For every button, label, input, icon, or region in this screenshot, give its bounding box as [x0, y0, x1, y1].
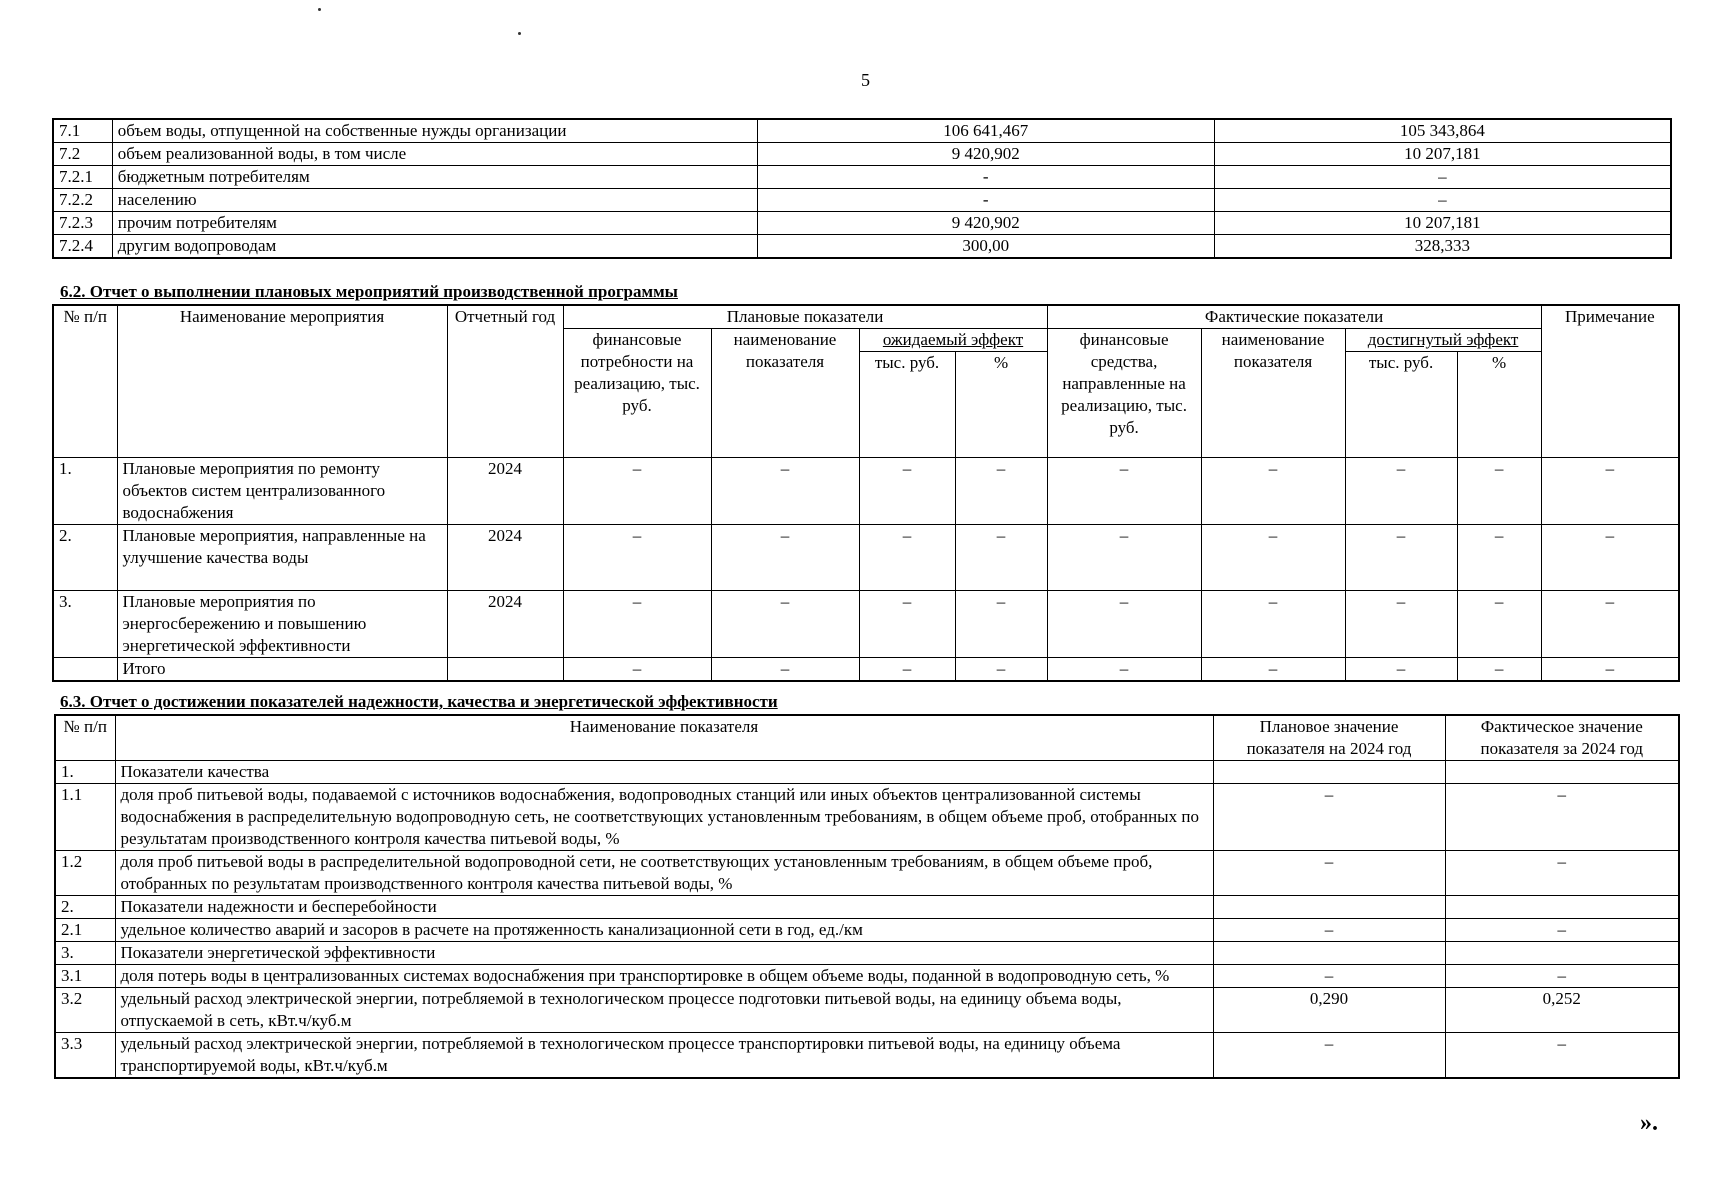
value-cell: – [1541, 525, 1679, 591]
table-row [55, 988, 1679, 1033]
value-cell: – [955, 458, 1047, 525]
table-row [55, 851, 1679, 896]
header-actual: Фактические показатели [1047, 305, 1541, 329]
value-cell: – [955, 658, 1047, 682]
plan-value [1213, 942, 1445, 965]
row-number: 3. [53, 591, 117, 658]
fact-value: – [1445, 919, 1679, 942]
fact-value [1445, 761, 1679, 784]
header-plan-indicator: наименование показателя [711, 329, 859, 458]
fact-value: 10 207,181 [1214, 143, 1671, 166]
value-cell: – [563, 525, 711, 591]
row-number: 3. [55, 942, 115, 965]
row-number: 7.2.3 [53, 212, 112, 235]
row-number: 7.1 [53, 119, 112, 143]
table-row [55, 761, 1679, 784]
activities-table [52, 304, 1680, 682]
row-number: 3.2 [55, 988, 115, 1033]
plan-value: – [1213, 784, 1445, 851]
table-row [53, 235, 1671, 259]
row-name: объем воды, отпущенной на собственные нужды организации [112, 119, 757, 143]
fact-value: – [1445, 784, 1679, 851]
table-row [55, 896, 1679, 919]
row-number: 7.2 [53, 143, 112, 166]
value-cell: – [859, 525, 955, 591]
value-cell: – [1047, 525, 1201, 591]
row-number: 7.2.4 [53, 235, 112, 259]
value-cell: – [1345, 658, 1457, 682]
indicators-table [54, 714, 1680, 1079]
row-name: прочим потребителям [112, 212, 757, 235]
table-row [55, 1033, 1679, 1079]
row-name: населению [112, 189, 757, 212]
header-fact-fin: финансовые средства, направленные на реализацию, тыс. руб. [1047, 329, 1201, 458]
section-6-2-title: 6.2. Отчет о выполнении плановых мероприятий производственной программы [60, 282, 678, 301]
header-plan-fin: финансовые потребности на реализацию, тыс. руб. [563, 329, 711, 458]
plan-value: – [1213, 851, 1445, 896]
row-number: 3.3 [55, 1033, 115, 1079]
activity-name: Плановые мероприятия, направленные на улучшение качества воды [117, 525, 447, 591]
value-cell: – [1201, 525, 1345, 591]
header-fact-effect: достигнутый эффект [1345, 329, 1541, 352]
plan-value: - [757, 166, 1214, 189]
header-planned: Плановые показатели [563, 305, 1047, 329]
row-number: 1. [55, 761, 115, 784]
indicator-name: удельное количество аварий и засоров в расчете на протяженность канализационной сети в год, ед./км [115, 919, 1213, 942]
table-row [55, 965, 1679, 988]
indicator-name: Показатели качества [115, 761, 1213, 784]
value-cell: – [563, 591, 711, 658]
table-row [53, 458, 1679, 525]
activity-name: Плановые мероприятия по ремонту объектов систем централизованного водоснабжения [117, 458, 447, 525]
fact-value: – [1214, 166, 1671, 189]
row-name: другим водопроводам [112, 235, 757, 259]
header-activity-name: Наименование мероприятия [117, 305, 447, 458]
indicator-name: доля проб питьевой воды в распределительной водопроводной сети, не соответствующих установленным требованиям, в общем объеме проб, отобранных по результатам производственного контроля качества питьевой воды, % [115, 851, 1213, 896]
plan-value: - [757, 189, 1214, 212]
row-number: 1.2 [55, 851, 115, 896]
scan-speck [518, 32, 521, 35]
value-cell: – [711, 658, 859, 682]
header-num: № п/п [53, 305, 117, 458]
plan-value: 9 420,902 [757, 212, 1214, 235]
row-number: 2. [53, 525, 117, 591]
plan-value: – [1213, 919, 1445, 942]
total-row [53, 658, 1679, 682]
value-cell: – [1541, 658, 1679, 682]
header-note: Примечание [1541, 305, 1679, 458]
value-cell: – [955, 591, 1047, 658]
report-year: 2024 [447, 525, 563, 591]
table-row [53, 166, 1671, 189]
value-cell: – [859, 458, 955, 525]
value-cell: – [1541, 458, 1679, 525]
row-number: 1. [53, 458, 117, 525]
header-fact-rub: тыс. руб. [1345, 352, 1457, 458]
value-cell: – [1345, 458, 1457, 525]
fact-value: 328,333 [1214, 235, 1671, 259]
value-cell: – [859, 591, 955, 658]
scan-speck [318, 8, 321, 11]
row-number: 1.1 [55, 784, 115, 851]
value-cell: – [711, 458, 859, 525]
row-number: 2. [55, 896, 115, 919]
header-fact-value: Фактическое значение показателя за 2024 год [1445, 715, 1679, 761]
table-row [53, 525, 1679, 591]
table-row [53, 189, 1671, 212]
row-number: 7.2.1 [53, 166, 112, 189]
value-cell: – [1047, 458, 1201, 525]
header-plan-rub: тыс. руб. [859, 352, 955, 458]
table-row [53, 212, 1671, 235]
fact-value: – [1445, 851, 1679, 896]
value-cell: – [1201, 458, 1345, 525]
fact-value: – [1445, 1033, 1679, 1079]
value-cell: – [1345, 591, 1457, 658]
plan-value: – [1213, 965, 1445, 988]
fact-value [1445, 896, 1679, 919]
value-cell: – [955, 525, 1047, 591]
value-cell: – [563, 658, 711, 682]
value-cell: – [1457, 525, 1541, 591]
value-cell: – [859, 658, 955, 682]
value-cell: – [1047, 658, 1201, 682]
indicator-name: доля потерь воды в централизованных системах водоснабжения при транспортировке в общем объеме воды, поданной в водопроводную сеть, % [115, 965, 1213, 988]
header-fact-indicator: наименование показателя [1201, 329, 1345, 458]
fact-value: – [1445, 965, 1679, 988]
fact-value: 105 343,864 [1214, 119, 1671, 143]
fact-value [1445, 942, 1679, 965]
plan-value [1213, 761, 1445, 784]
header-plan-value: Плановое значение показателя на 2024 год [1213, 715, 1445, 761]
indicator-name: Показатели надежности и бесперебойности [115, 896, 1213, 919]
row-name: объем реализованной воды, в том числе [112, 143, 757, 166]
table-row [55, 784, 1679, 851]
section-6-3-title: 6.3. Отчет о достижении показателей надежности, качества и энергетической эффективности [60, 692, 778, 711]
indicator-name: удельный расход электрической энергии, потребляемой в технологическом процессе подготовки питьевой воды, на единицу объема воды, отпускаемой в сеть, кВт.ч/куб.м [115, 988, 1213, 1033]
row-name: бюджетным потребителям [112, 166, 757, 189]
value-cell: – [1541, 591, 1679, 658]
indicator-name: удельный расход электрической энергии, потребляемой в технологическом процессе транспортировки питьевой воды, на единицу объема транспортируемой воды, кВт.ч/куб.м [115, 1033, 1213, 1079]
value-cell: – [1201, 658, 1345, 682]
table-row [53, 119, 1671, 143]
table-row [55, 919, 1679, 942]
plan-value: 0,290 [1213, 988, 1445, 1033]
plan-value: 9 420,902 [757, 143, 1214, 166]
closing-quote: ». [1640, 1110, 1658, 1136]
value-cell: – [563, 458, 711, 525]
plan-value [1213, 896, 1445, 919]
report-year: 2024 [447, 458, 563, 525]
indicator-name: доля проб питьевой воды, подаваемой с источников водоснабжения, водопроводных станций или иных объектов централизованной системы водоснабжения в распределительную водопроводную сеть, не соответствующих установленным требованиям, в общем объеме проб, отобранных по результатам производственного контроля качества питьевой воды, % [115, 784, 1213, 851]
value-cell: – [1047, 591, 1201, 658]
table-row [53, 591, 1679, 658]
total-label: Итого [117, 658, 447, 682]
table-row [53, 143, 1671, 166]
value-cell: – [1201, 591, 1345, 658]
report-year: 2024 [447, 591, 563, 658]
report-year [447, 658, 563, 682]
continuation-table [52, 118, 1672, 259]
indicator-name: Показатели энергетической эффективности [115, 942, 1213, 965]
header-fact-pct: % [1457, 352, 1541, 458]
table-row [55, 942, 1679, 965]
fact-value: 10 207,181 [1214, 212, 1671, 235]
fact-value: – [1214, 189, 1671, 212]
value-cell: – [1457, 458, 1541, 525]
header-plan-pct: % [955, 352, 1047, 458]
row-number: 3.1 [55, 965, 115, 988]
value-cell: – [1345, 525, 1457, 591]
page-number: 5 [861, 70, 870, 90]
header-plan-effect: ожидаемый эффект [859, 329, 1047, 352]
row-number: 7.2.2 [53, 189, 112, 212]
plan-value: 106 641,467 [757, 119, 1214, 143]
plan-value: 300,00 [757, 235, 1214, 259]
header-num: № п/п [55, 715, 115, 761]
header-year: Отчетный год [447, 305, 563, 458]
value-cell: – [1457, 591, 1541, 658]
activity-name: Плановые мероприятия по энергосбережению и повышению энергетической эффективности [117, 591, 447, 658]
value-cell: – [1457, 658, 1541, 682]
fact-value: 0,252 [1445, 988, 1679, 1033]
header-indicator-name: Наименование показателя [115, 715, 1213, 761]
row-number: 2.1 [55, 919, 115, 942]
plan-value: – [1213, 1033, 1445, 1079]
value-cell: – [711, 525, 859, 591]
row-number [53, 658, 117, 682]
value-cell: – [711, 591, 859, 658]
